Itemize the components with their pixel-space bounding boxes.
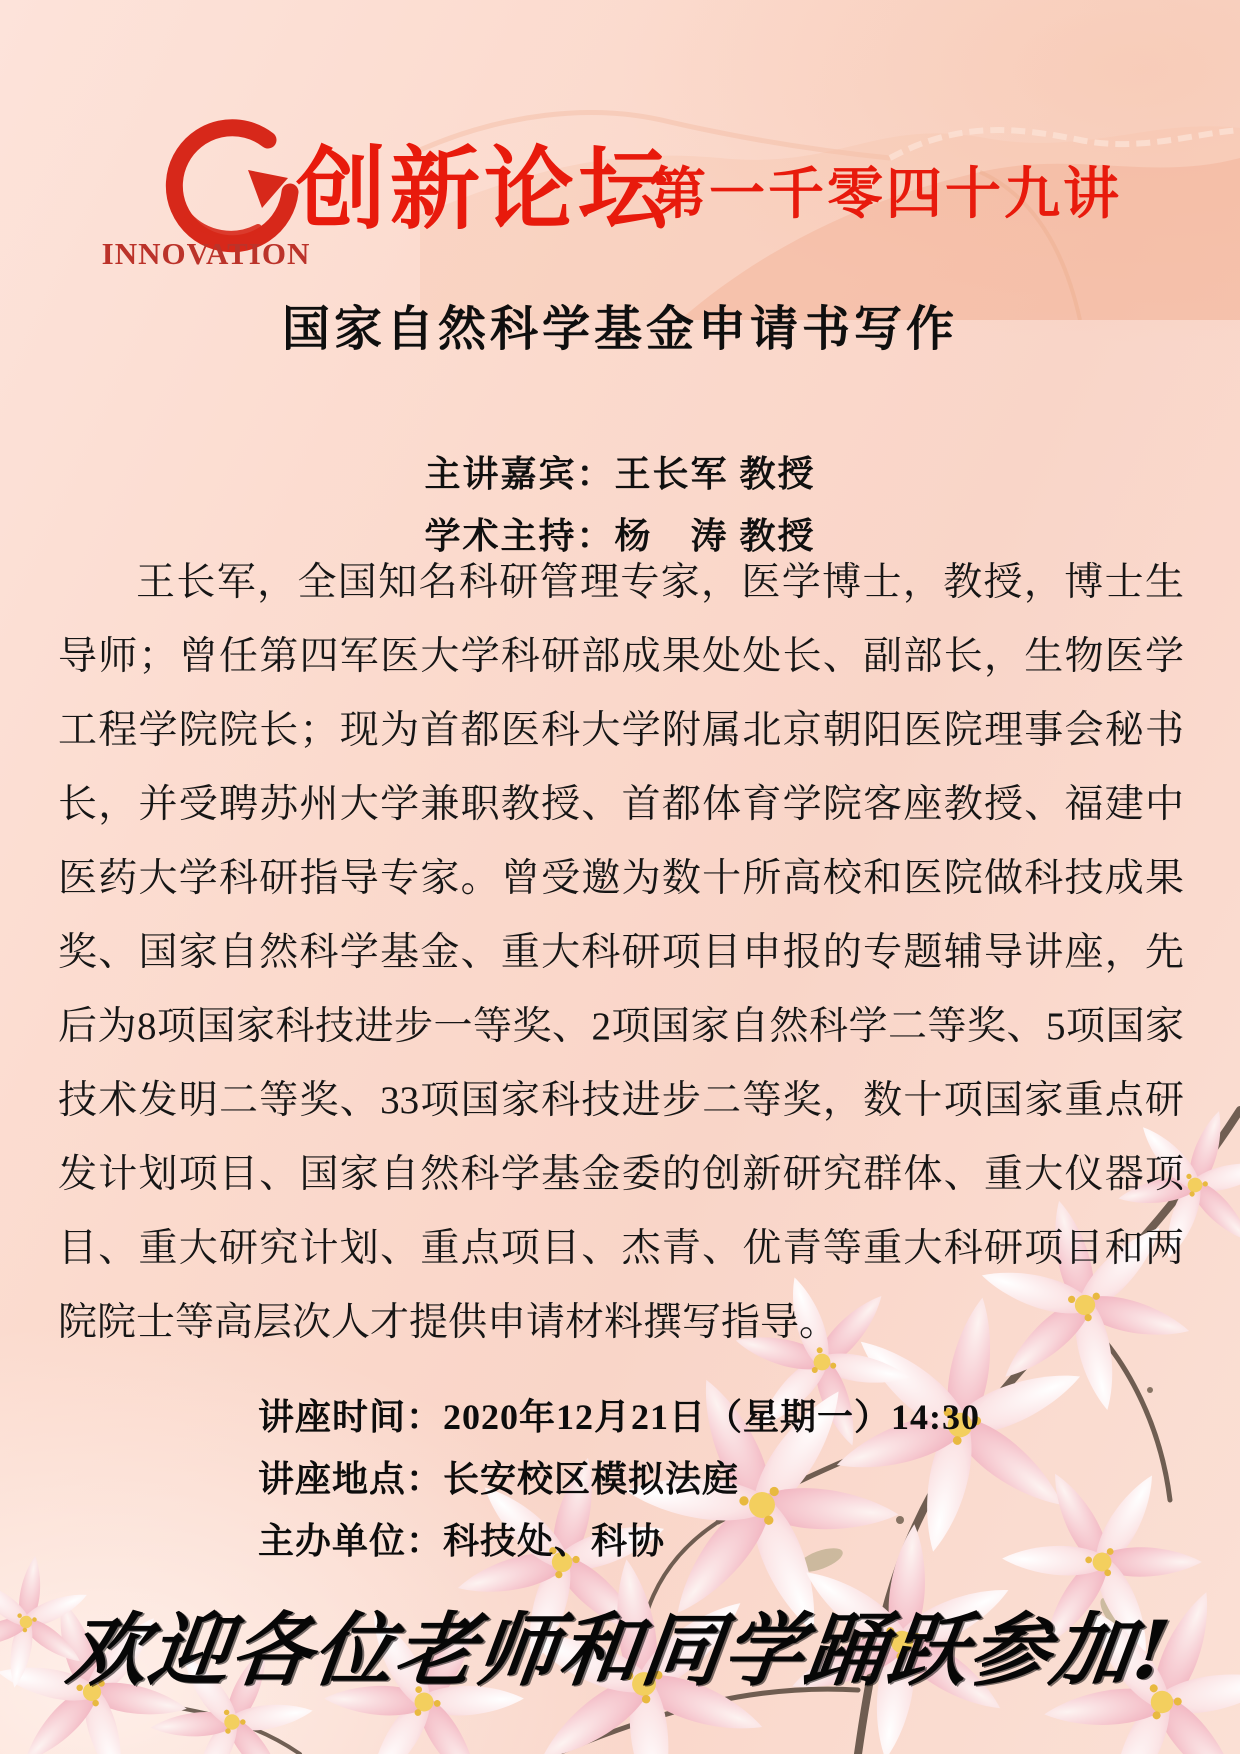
speaker-name: 王长军 教授: [614, 454, 816, 494]
welcome-line: 欢迎各位老师和同学踊跃参加!: [61, 1603, 1177, 1697]
logo-wordmark: INNOVATION: [101, 236, 311, 271]
forum-title: 创新论坛: [296, 140, 672, 240]
detail-value-organizer: 科技处、科协: [443, 1521, 666, 1561]
detail-label-place: 讲座地点：: [258, 1459, 444, 1499]
detail-label-time: 讲座时间：: [258, 1397, 444, 1437]
detail-label-organizer: 主办单位：: [258, 1521, 444, 1561]
lecture-number: 第一千零四十九讲: [650, 162, 1122, 225]
host-name: 杨 涛 教授: [614, 516, 816, 556]
host-label: 学术主持：: [424, 516, 615, 556]
detail-row-organizer: [258, 1510, 980, 1572]
speaker-label: 主讲嘉宾：: [424, 454, 615, 494]
lecture-title: 国家自然科学基金申请书写作: [281, 303, 958, 356]
speaker-line: [0, 446, 1240, 497]
detail-row-place: [258, 1448, 980, 1510]
event-details: [258, 1386, 980, 1572]
detail-value-time: 2020年12月21日（星期一）14:30: [443, 1397, 981, 1437]
bio-paragraph: 王长军，全国知名科研管理专家，医学博士，教授，博士生导师；曾任第四军医大学科研部成果处处长、副部长，生物医学工程学院院长；现为首都医科大学附属北京朝阳医院理事会秘书长，并受聘苏州大学兼职教授、首都体育学院客座教授、福建中医药大学科研指导专家。曾受邀为数十所高校和医院做科技成果奖、国家自然科学基金、重大科研项目申报的专题辅导讲座，先后为8项国家科技进步一等奖、2项国家自然科学二等奖、5项国家技术发明二等奖、33项国家科技进步二等奖，数十项国家重点研发计划项目、国家自然科学基金委的创新研究群体、重大仪器项目、重大研究计划、重点项目、杰青、优青等重大科研项目和两院院士等高层次人才提供申请材料撰写指导。: [58, 561, 1184, 1344]
detail-row-time: [258, 1386, 980, 1448]
detail-value-place: 长安校区模拟法庭: [443, 1459, 740, 1499]
